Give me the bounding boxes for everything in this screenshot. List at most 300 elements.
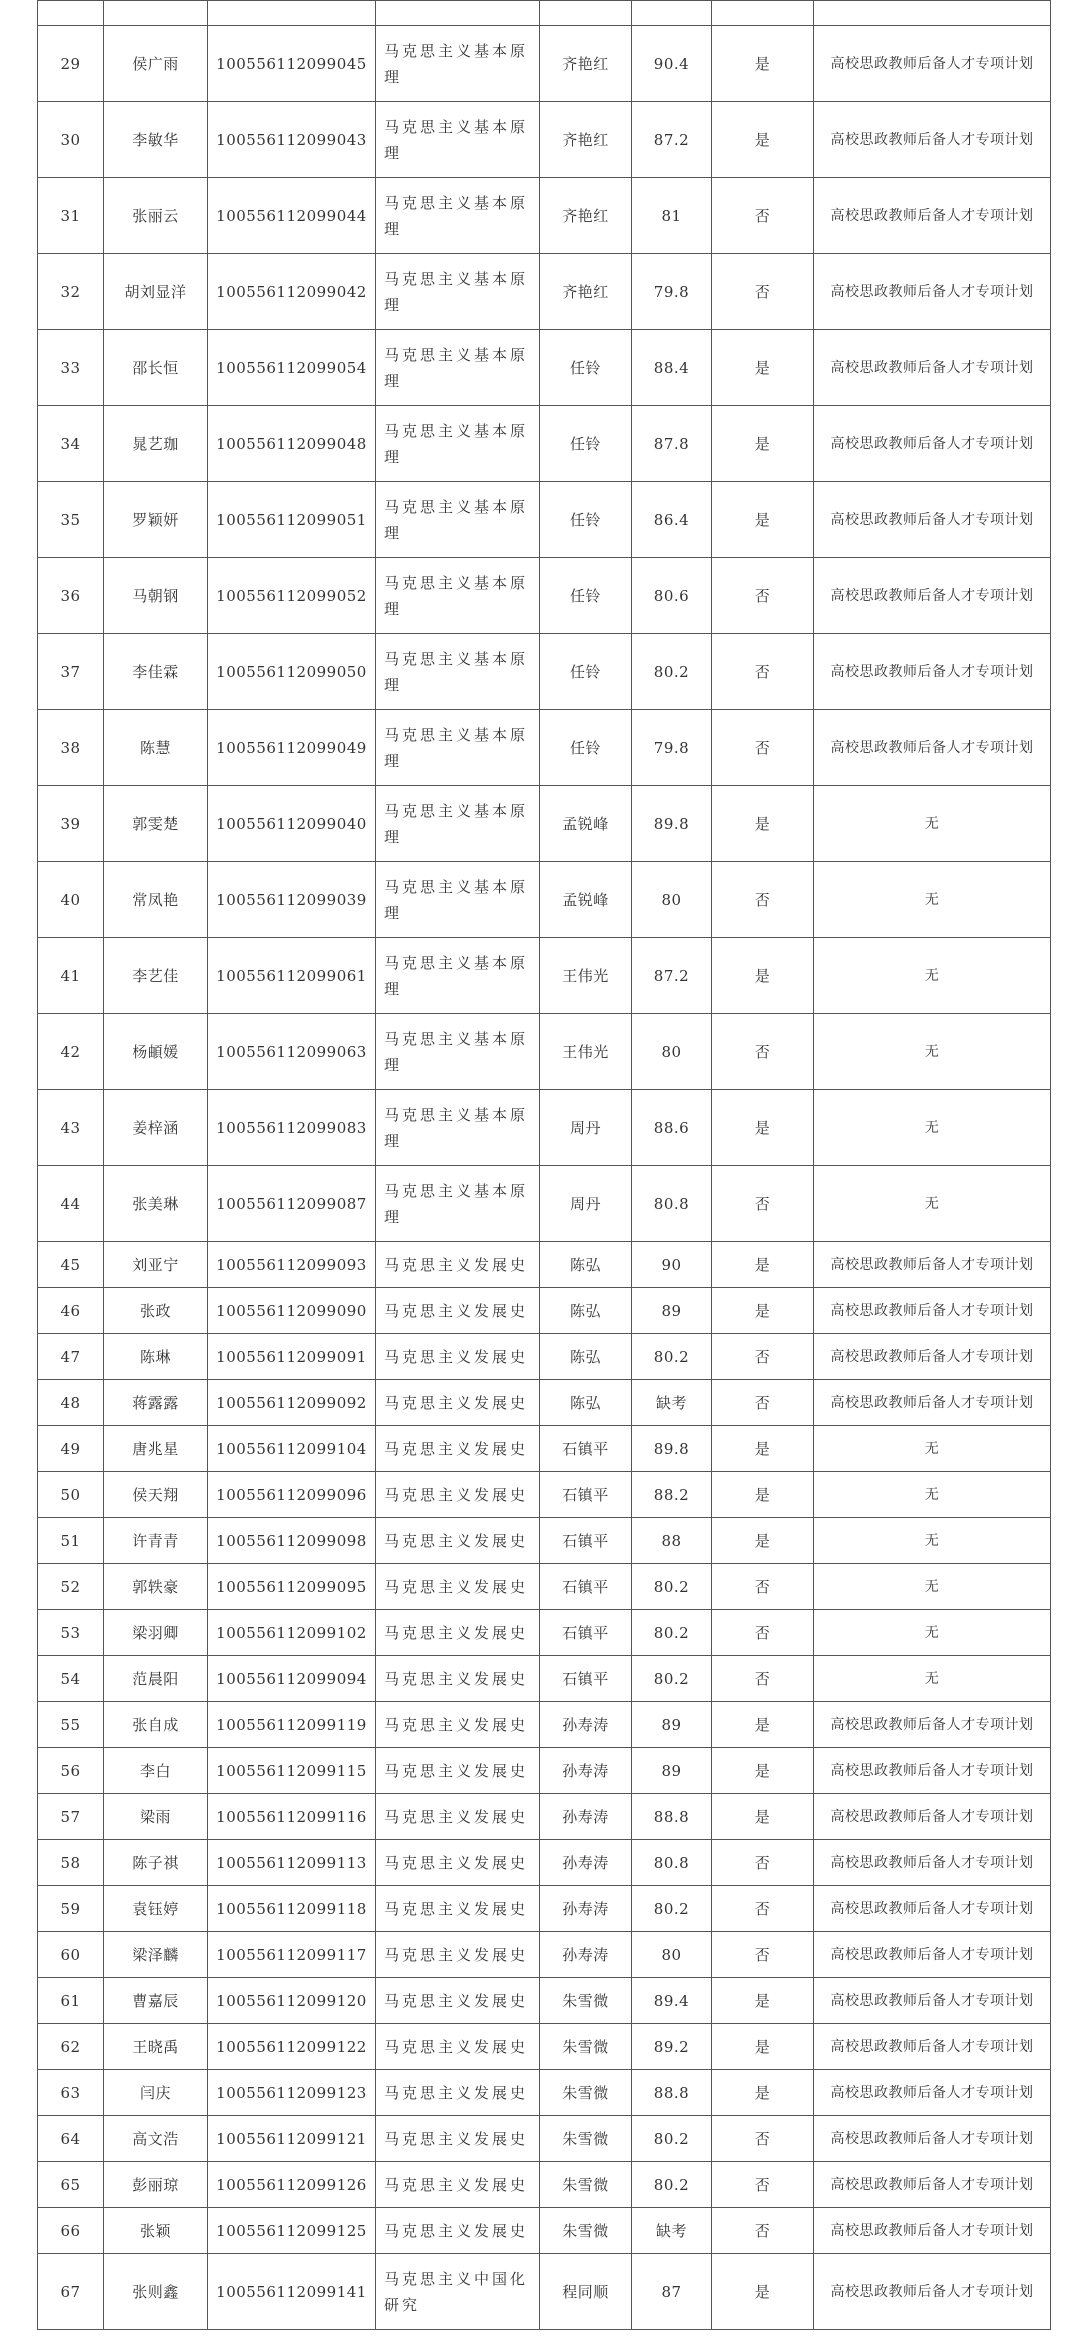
cell-admitted: 是: [712, 1090, 814, 1166]
cell-admitted: 是: [712, 330, 814, 406]
cell-serial-number: 44: [38, 1166, 104, 1242]
table-row: [38, 2162, 1051, 2208]
cell-score: 缺考: [632, 1380, 712, 1426]
cell-student-name: 陈琳: [104, 1334, 208, 1380]
cell-special-plan: 无: [814, 1610, 1051, 1656]
cell-candidate-id: 100556112099118: [208, 1886, 376, 1932]
cell-supervisor: 朱雪微: [540, 2208, 632, 2254]
cell-supervisor: 孙寿涛: [540, 1886, 632, 1932]
cell-admitted: 是: [712, 102, 814, 178]
cell-score: 80.2: [632, 1610, 712, 1656]
cell-score: 88.2: [632, 1472, 712, 1518]
cell-candidate-id: 100556112099049: [208, 710, 376, 786]
cell-serial-number: 55: [38, 1702, 104, 1748]
cell-supervisor: 孟锐峰: [540, 862, 632, 938]
cell-score: 89: [632, 1288, 712, 1334]
cell-score: 80.2: [632, 1656, 712, 1702]
cell-serial-number: 50: [38, 1472, 104, 1518]
cell-serial-number: 34: [38, 406, 104, 482]
cell-student-name: 张自成: [104, 1702, 208, 1748]
cell-student-name: 李佳霖: [104, 634, 208, 710]
cell-supervisor: 孙寿涛: [540, 1748, 632, 1794]
cell-admitted: 否: [712, 862, 814, 938]
table-row: [38, 2116, 1051, 2162]
table-row: [38, 1978, 1051, 2024]
cell-supervisor: 陈弘: [540, 1380, 632, 1426]
cell-candidate-id: 100556112099126: [208, 2162, 376, 2208]
admission-table: [37, 0, 1051, 2330]
cell-serial-number: 64: [38, 2116, 104, 2162]
cell-serial-number: 31: [38, 178, 104, 254]
cell-special-plan: 无: [814, 1426, 1051, 1472]
cell-candidate-id: 100556112099051: [208, 482, 376, 558]
cell-candidate-id: 100556112099091: [208, 1334, 376, 1380]
cell-candidate-id: 100556112099122: [208, 2024, 376, 2070]
cell-score: 80.2: [632, 2162, 712, 2208]
cell-candidate-id: 100556112099092: [208, 1380, 376, 1426]
cell-student-name: 李敏华: [104, 102, 208, 178]
cell-major: 马克思主义发展史: [376, 1380, 540, 1426]
cell-admitted: 否: [712, 558, 814, 634]
cell-serial-number: 43: [38, 1090, 104, 1166]
cell-serial-number: 65: [38, 2162, 104, 2208]
cell-score: 88.4: [632, 330, 712, 406]
cell-serial-number: 51: [38, 1518, 104, 1564]
cell-major: 马克思主义基本原理: [376, 634, 540, 710]
table-row: [38, 1886, 1051, 1932]
cell-special-plan: 高校思政教师后备人才专项计划: [814, 710, 1051, 786]
cell-student-name: 胡刘显洋: [104, 254, 208, 330]
cell-special-plan: 高校思政教师后备人才专项计划: [814, 26, 1051, 102]
cell-student-name: 张美琳: [104, 1166, 208, 1242]
cell-major: 马克思主义基本原理: [376, 710, 540, 786]
table-row: [38, 1090, 1051, 1166]
cell-candidate-id: 100556112099044: [208, 178, 376, 254]
cell-candidate-id: 100556112099104: [208, 1426, 376, 1472]
cell-supervisor: 朱雪微: [540, 2024, 632, 2070]
cell-student-name: 侯天翔: [104, 1472, 208, 1518]
cell-student-name: 唐兆星: [104, 1426, 208, 1472]
cell-supervisor: 齐艳红: [540, 254, 632, 330]
cell-admitted: 否: [712, 1564, 814, 1610]
cell-serial-number: 58: [38, 1840, 104, 1886]
table-row: [38, 1014, 1051, 1090]
cell-student-name: 闫庆: [104, 2070, 208, 2116]
table-row: [38, 1288, 1051, 1334]
cell-serial-number: 45: [38, 1242, 104, 1288]
cell-blank: [540, 1, 632, 26]
table-row: [38, 406, 1051, 482]
cell-special-plan: 高校思政教师后备人才专项计划: [814, 1886, 1051, 1932]
cell-serial-number: 52: [38, 1564, 104, 1610]
cell-major: 马克思主义基本原理: [376, 482, 540, 558]
cell-student-name: 许青青: [104, 1518, 208, 1564]
cell-serial-number: 57: [38, 1794, 104, 1840]
cell-supervisor: 朱雪微: [540, 2162, 632, 2208]
cell-special-plan: 高校思政教师后备人才专项计划: [814, 558, 1051, 634]
cell-major: 马克思主义发展史: [376, 1288, 540, 1334]
cell-special-plan: 高校思政教师后备人才专项计划: [814, 634, 1051, 710]
cell-special-plan: 无: [814, 786, 1051, 862]
cell-serial-number: 38: [38, 710, 104, 786]
cell-student-name: 梁泽麟: [104, 1932, 208, 1978]
cell-blank: [376, 1, 540, 26]
cell-student-name: 邵长恒: [104, 330, 208, 406]
cell-student-name: 梁雨: [104, 1794, 208, 1840]
cell-admitted: 否: [712, 254, 814, 330]
cell-student-name: 张则鑫: [104, 2254, 208, 2330]
cell-serial-number: 59: [38, 1886, 104, 1932]
cell-admitted: 是: [712, 1794, 814, 1840]
cell-admitted: 是: [712, 938, 814, 1014]
cell-serial-number: 47: [38, 1334, 104, 1380]
cell-candidate-id: 100556112099119: [208, 1702, 376, 1748]
cell-candidate-id: 100556112099141: [208, 2254, 376, 2330]
cell-supervisor: 朱雪微: [540, 1978, 632, 2024]
cell-score: 80: [632, 1014, 712, 1090]
cell-serial-number: 60: [38, 1932, 104, 1978]
cell-admitted: 是: [712, 1426, 814, 1472]
cell-admitted: 否: [712, 2116, 814, 2162]
cell-score: 89.2: [632, 2024, 712, 2070]
cell-student-name: 晁艺珈: [104, 406, 208, 482]
cell-student-name: 刘亚宁: [104, 1242, 208, 1288]
cell-supervisor: 朱雪微: [540, 2070, 632, 2116]
cell-admitted: 是: [712, 2024, 814, 2070]
cell-serial-number: 49: [38, 1426, 104, 1472]
cell-special-plan: 高校思政教师后备人才专项计划: [814, 406, 1051, 482]
table-row: [38, 254, 1051, 330]
table-row: [38, 1610, 1051, 1656]
cell-candidate-id: 100556112099096: [208, 1472, 376, 1518]
cell-score: 80.2: [632, 1886, 712, 1932]
cell-admitted: 是: [712, 786, 814, 862]
table-row: [38, 1166, 1051, 1242]
table-row: [38, 1380, 1051, 1426]
cell-admitted: 否: [712, 1334, 814, 1380]
cell-major: 马克思主义基本原理: [376, 1014, 540, 1090]
cell-admitted: 是: [712, 2070, 814, 2116]
cell-score: 79.8: [632, 710, 712, 786]
cell-special-plan: 无: [814, 1564, 1051, 1610]
table-row-partial: [38, 1, 1051, 26]
cell-student-name: 彭丽琼: [104, 2162, 208, 2208]
cell-score: 87.8: [632, 406, 712, 482]
cell-serial-number: 41: [38, 938, 104, 1014]
cell-candidate-id: 100556112099093: [208, 1242, 376, 1288]
admission-table-container: [37, 0, 1050, 2330]
cell-serial-number: 63: [38, 2070, 104, 2116]
cell-major: 马克思主义发展史: [376, 1886, 540, 1932]
cell-special-plan: 高校思政教师后备人才专项计划: [814, 1748, 1051, 1794]
cell-candidate-id: 100556112099052: [208, 558, 376, 634]
cell-score: 86.4: [632, 482, 712, 558]
cell-major: 马克思主义发展史: [376, 1518, 540, 1564]
cell-special-plan: 高校思政教师后备人才专项计划: [814, 330, 1051, 406]
cell-major: 马克思主义基本原理: [376, 406, 540, 482]
cell-student-name: 罗颖妍: [104, 482, 208, 558]
cell-admitted: 否: [712, 178, 814, 254]
cell-supervisor: 石镇平: [540, 1656, 632, 1702]
table-row: [38, 1702, 1051, 1748]
cell-admitted: 是: [712, 406, 814, 482]
cell-major: 马克思主义中国化研究: [376, 2254, 540, 2330]
cell-admitted: 是: [712, 482, 814, 558]
cell-admitted: 是: [712, 26, 814, 102]
cell-candidate-id: 100556112099123: [208, 2070, 376, 2116]
cell-student-name: 郭雯楚: [104, 786, 208, 862]
cell-special-plan: 高校思政教师后备人才专项计划: [814, 1380, 1051, 1426]
cell-special-plan: 高校思政教师后备人才专项计划: [814, 2024, 1051, 2070]
cell-admitted: 否: [712, 1932, 814, 1978]
cell-admitted: 是: [712, 1748, 814, 1794]
cell-supervisor: 任铃: [540, 330, 632, 406]
cell-student-name: 李白: [104, 1748, 208, 1794]
cell-special-plan: 高校思政教师后备人才专项计划: [814, 1932, 1051, 1978]
cell-admitted: 是: [712, 1472, 814, 1518]
cell-student-name: 陈子祺: [104, 1840, 208, 1886]
cell-major: 马克思主义发展史: [376, 2162, 540, 2208]
cell-score: 88.8: [632, 1794, 712, 1840]
cell-major: 马克思主义发展史: [376, 1656, 540, 1702]
cell-supervisor: 任铃: [540, 482, 632, 558]
cell-candidate-id: 100556112099121: [208, 2116, 376, 2162]
cell-student-name: 郭轶豪: [104, 1564, 208, 1610]
table-row: [38, 938, 1051, 1014]
cell-student-name: 马朝钢: [104, 558, 208, 634]
cell-special-plan: 无: [814, 1166, 1051, 1242]
cell-special-plan: 高校思政教师后备人才专项计划: [814, 2116, 1051, 2162]
cell-serial-number: 30: [38, 102, 104, 178]
cell-candidate-id: 100556112099045: [208, 26, 376, 102]
cell-special-plan: 高校思政教师后备人才专项计划: [814, 2254, 1051, 2330]
cell-candidate-id: 100556112099116: [208, 1794, 376, 1840]
cell-student-name: 陈慧: [104, 710, 208, 786]
cell-serial-number: 53: [38, 1610, 104, 1656]
cell-major: 马克思主义基本原理: [376, 26, 540, 102]
cell-major: 马克思主义发展史: [376, 1794, 540, 1840]
cell-admitted: 否: [712, 710, 814, 786]
cell-score: 79.8: [632, 254, 712, 330]
cell-major: 马克思主义发展史: [376, 1748, 540, 1794]
cell-admitted: 否: [712, 2208, 814, 2254]
cell-candidate-id: 100556112099117: [208, 1932, 376, 1978]
cell-student-name: 袁钰婷: [104, 1886, 208, 1932]
cell-major: 马克思主义基本原理: [376, 558, 540, 634]
cell-score: 80.2: [632, 1564, 712, 1610]
table-row: [38, 1242, 1051, 1288]
cell-candidate-id: 100556112099095: [208, 1564, 376, 1610]
cell-special-plan: 无: [814, 1090, 1051, 1166]
table-row: [38, 862, 1051, 938]
cell-major: 马克思主义发展史: [376, 2024, 540, 2070]
cell-blank: [712, 1, 814, 26]
table-row: [38, 1426, 1051, 1472]
cell-blank: [814, 1, 1051, 26]
cell-serial-number: 48: [38, 1380, 104, 1426]
cell-special-plan: 无: [814, 938, 1051, 1014]
cell-major: 马克思主义基本原理: [376, 938, 540, 1014]
cell-supervisor: 王伟光: [540, 938, 632, 1014]
table-row: [38, 178, 1051, 254]
cell-special-plan: 高校思政教师后备人才专项计划: [814, 1242, 1051, 1288]
cell-admitted: 是: [712, 1518, 814, 1564]
cell-admitted: 否: [712, 1656, 814, 1702]
cell-student-name: 梁羽卿: [104, 1610, 208, 1656]
cell-supervisor: 陈弘: [540, 1334, 632, 1380]
cell-score: 89.8: [632, 786, 712, 862]
cell-supervisor: 任铃: [540, 634, 632, 710]
table-row: [38, 1748, 1051, 1794]
cell-serial-number: 29: [38, 26, 104, 102]
table-row: [38, 102, 1051, 178]
cell-major: 马克思主义发展史: [376, 1978, 540, 2024]
cell-major: 马克思主义基本原理: [376, 862, 540, 938]
cell-candidate-id: 100556112099094: [208, 1656, 376, 1702]
cell-score: 80.2: [632, 1334, 712, 1380]
cell-score: 80.2: [632, 2116, 712, 2162]
table-row: [38, 786, 1051, 862]
table-row: [38, 1472, 1051, 1518]
cell-student-name: 蒋露露: [104, 1380, 208, 1426]
cell-major: 马克思主义发展史: [376, 2208, 540, 2254]
cell-special-plan: 高校思政教师后备人才专项计划: [814, 102, 1051, 178]
cell-special-plan: 高校思政教师后备人才专项计划: [814, 178, 1051, 254]
cell-supervisor: 孙寿涛: [540, 1794, 632, 1840]
cell-serial-number: 46: [38, 1288, 104, 1334]
cell-blank: [632, 1, 712, 26]
cell-supervisor: 周丹: [540, 1090, 632, 1166]
cell-major: 马克思主义发展史: [376, 1702, 540, 1748]
cell-student-name: 张政: [104, 1288, 208, 1334]
table-row: [38, 26, 1051, 102]
cell-candidate-id: 100556112099125: [208, 2208, 376, 2254]
cell-admitted: 否: [712, 1886, 814, 1932]
cell-student-name: 高文浩: [104, 2116, 208, 2162]
cell-candidate-id: 100556112099090: [208, 1288, 376, 1334]
table-row: [38, 1794, 1051, 1840]
table-body: [38, 1, 1051, 2330]
cell-candidate-id: 100556112099083: [208, 1090, 376, 1166]
cell-major: 马克思主义基本原理: [376, 178, 540, 254]
cell-special-plan: 高校思政教师后备人才专项计划: [814, 1702, 1051, 1748]
cell-admitted: 否: [712, 1014, 814, 1090]
cell-supervisor: 石镇平: [540, 1518, 632, 1564]
table-row: [38, 1518, 1051, 1564]
cell-major: 马克思主义发展史: [376, 1426, 540, 1472]
cell-score: 88.8: [632, 2070, 712, 2116]
table-row: [38, 1840, 1051, 1886]
cell-serial-number: 40: [38, 862, 104, 938]
cell-supervisor: 陈弘: [540, 1288, 632, 1334]
cell-supervisor: 孟锐峰: [540, 786, 632, 862]
cell-student-name: 曹嘉辰: [104, 1978, 208, 2024]
table-row: [38, 1656, 1051, 1702]
cell-admitted: 否: [712, 1610, 814, 1656]
cell-serial-number: 62: [38, 2024, 104, 2070]
cell-score: 缺考: [632, 2208, 712, 2254]
cell-serial-number: 36: [38, 558, 104, 634]
cell-supervisor: 陈弘: [540, 1242, 632, 1288]
cell-candidate-id: 100556112099087: [208, 1166, 376, 1242]
cell-score: 88.6: [632, 1090, 712, 1166]
cell-admitted: 是: [712, 1242, 814, 1288]
cell-student-name: 范晨阳: [104, 1656, 208, 1702]
table-row: [38, 2024, 1051, 2070]
cell-major: 马克思主义发展史: [376, 1472, 540, 1518]
table-row: [38, 710, 1051, 786]
cell-score: 89.8: [632, 1426, 712, 1472]
table-row: [38, 482, 1051, 558]
cell-supervisor: 任铃: [540, 406, 632, 482]
cell-supervisor: 朱雪微: [540, 2116, 632, 2162]
cell-special-plan: 无: [814, 1014, 1051, 1090]
cell-student-name: 张颖: [104, 2208, 208, 2254]
cell-admitted: 是: [712, 1702, 814, 1748]
cell-score: 87.2: [632, 938, 712, 1014]
cell-major: 马克思主义发展史: [376, 1840, 540, 1886]
cell-score: 80.2: [632, 634, 712, 710]
cell-admitted: 是: [712, 1978, 814, 2024]
cell-score: 80.8: [632, 1840, 712, 1886]
cell-student-name: 李艺佳: [104, 938, 208, 1014]
cell-major: 马克思主义基本原理: [376, 254, 540, 330]
cell-candidate-id: 100556112099102: [208, 1610, 376, 1656]
cell-score: 80.8: [632, 1166, 712, 1242]
cell-major: 马克思主义基本原理: [376, 1090, 540, 1166]
cell-serial-number: 42: [38, 1014, 104, 1090]
cell-special-plan: 高校思政教师后备人才专项计划: [814, 482, 1051, 558]
cell-special-plan: 高校思政教师后备人才专项计划: [814, 1794, 1051, 1840]
cell-supervisor: 孙寿涛: [540, 1702, 632, 1748]
cell-special-plan: 高校思政教师后备人才专项计划: [814, 1288, 1051, 1334]
cell-candidate-id: 100556112099098: [208, 1518, 376, 1564]
table-row: [38, 330, 1051, 406]
cell-supervisor: 石镇平: [540, 1564, 632, 1610]
cell-special-plan: 高校思政教师后备人才专项计划: [814, 1978, 1051, 2024]
cell-student-name: 侯广雨: [104, 26, 208, 102]
cell-special-plan: 无: [814, 1656, 1051, 1702]
cell-special-plan: 高校思政教师后备人才专项计划: [814, 254, 1051, 330]
cell-score: 80.6: [632, 558, 712, 634]
cell-candidate-id: 100556112099063: [208, 1014, 376, 1090]
cell-major: 马克思主义发展史: [376, 1932, 540, 1978]
cell-serial-number: 54: [38, 1656, 104, 1702]
cell-special-plan: 高校思政教师后备人才专项计划: [814, 2208, 1051, 2254]
cell-supervisor: 程同顺: [540, 2254, 632, 2330]
cell-score: 80: [632, 862, 712, 938]
cell-score: 90.4: [632, 26, 712, 102]
cell-serial-number: 67: [38, 2254, 104, 2330]
cell-candidate-id: 100556112099120: [208, 1978, 376, 2024]
cell-supervisor: 齐艳红: [540, 26, 632, 102]
cell-serial-number: 66: [38, 2208, 104, 2254]
cell-admitted: 否: [712, 2162, 814, 2208]
cell-score: 88: [632, 1518, 712, 1564]
cell-score: 89: [632, 1748, 712, 1794]
cell-supervisor: 石镇平: [540, 1472, 632, 1518]
cell-major: 马克思主义基本原理: [376, 786, 540, 862]
cell-special-plan: 高校思政教师后备人才专项计划: [814, 2162, 1051, 2208]
cell-student-name: 常凤艳: [104, 862, 208, 938]
cell-major: 马克思主义基本原理: [376, 1166, 540, 1242]
cell-supervisor: 周丹: [540, 1166, 632, 1242]
cell-special-plan: 高校思政教师后备人才专项计划: [814, 2070, 1051, 2116]
cell-candidate-id: 100556112099061: [208, 938, 376, 1014]
cell-candidate-id: 100556112099048: [208, 406, 376, 482]
cell-candidate-id: 100556112099050: [208, 634, 376, 710]
cell-major: 马克思主义发展史: [376, 1242, 540, 1288]
